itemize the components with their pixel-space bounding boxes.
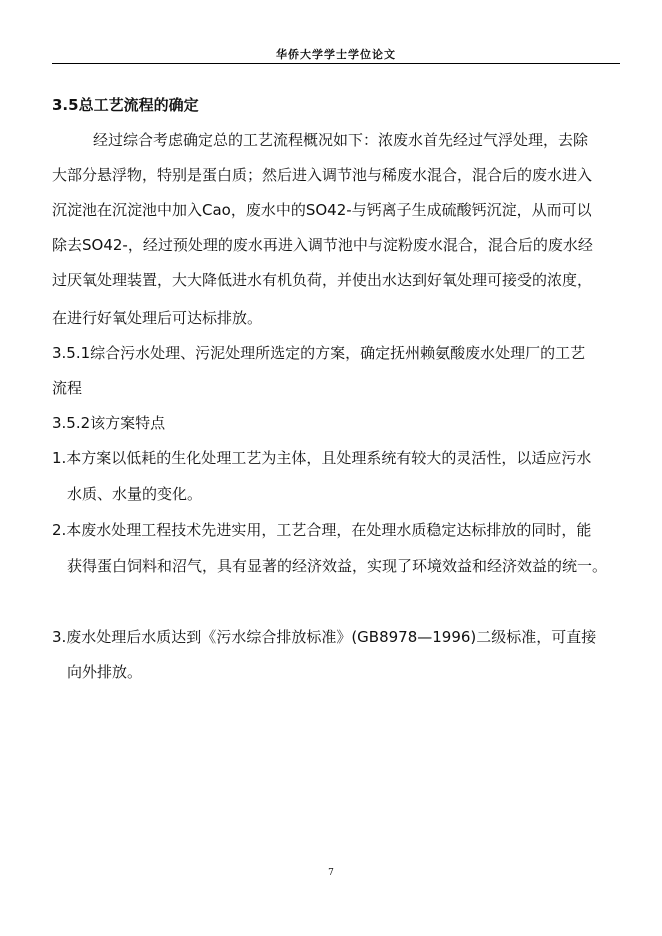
paragraph-line: 过厌氧处理装置，大大降低进水有机负荷，并使出水达到好氧处理可接受的浓度，: [52, 271, 593, 289]
list-item-line: 3.废水处理后水质达到《污水综合排放标准》(GB8978—1996)二级标准，可直接: [52, 628, 597, 646]
subsection-heading: 3.5.2该方案特点: [52, 414, 166, 432]
paragraph-line: 除去SO42-，经过预处理的废水再进入调节池中与淀粉废水混合，混合后的废水经: [52, 236, 593, 254]
list-item-line: 向外排放。: [67, 663, 143, 681]
paragraph-line: 经过综合考虑确定总的工艺流程概况如下：浓废水首先经过气浮处理，去除: [93, 131, 589, 149]
list-item-line: 获得蛋白饲料和沼气，具有显著的经济效益，实现了环境效益和经济效益的统一。: [67, 557, 608, 575]
header-title: 华侨大学学士学位论文: [276, 48, 396, 61]
running-header: [52, 45, 620, 64]
list-item-line: 2.本废水处理工程技术先进实用，工艺合理，在处理水质稳定达标排放的同时，能: [52, 521, 592, 539]
paragraph-line: 大部分悬浮物，特别是蛋白质；然后进入调节池与稀废水混合，混合后的废水进入: [52, 166, 593, 184]
section-title: 3.5总工艺流程的确定: [52, 96, 199, 114]
page-number: 7: [328, 868, 334, 878]
subsection-heading-line: 3.5.1综合污水处理、污泥处理所选定的方案，确定抚州赖氨酸废水处理厂的工艺: [52, 344, 586, 362]
paragraph-line: 在进行好氧处理后可达标排放。: [52, 309, 263, 327]
list-item-line: 1.本方案以低耗的生化处理工艺为主体，且处理系统有较大的灵活性，以适应污水: [52, 449, 592, 467]
paragraph-line: 沉淀池在沉淀池中加入Cao，废水中的SO42-与钙离子生成硫酸钙沉淀，从而可以: [52, 201, 592, 219]
subsection-heading-line: 流程: [52, 379, 83, 397]
list-item-line: 水质、水量的变化。: [67, 485, 203, 503]
